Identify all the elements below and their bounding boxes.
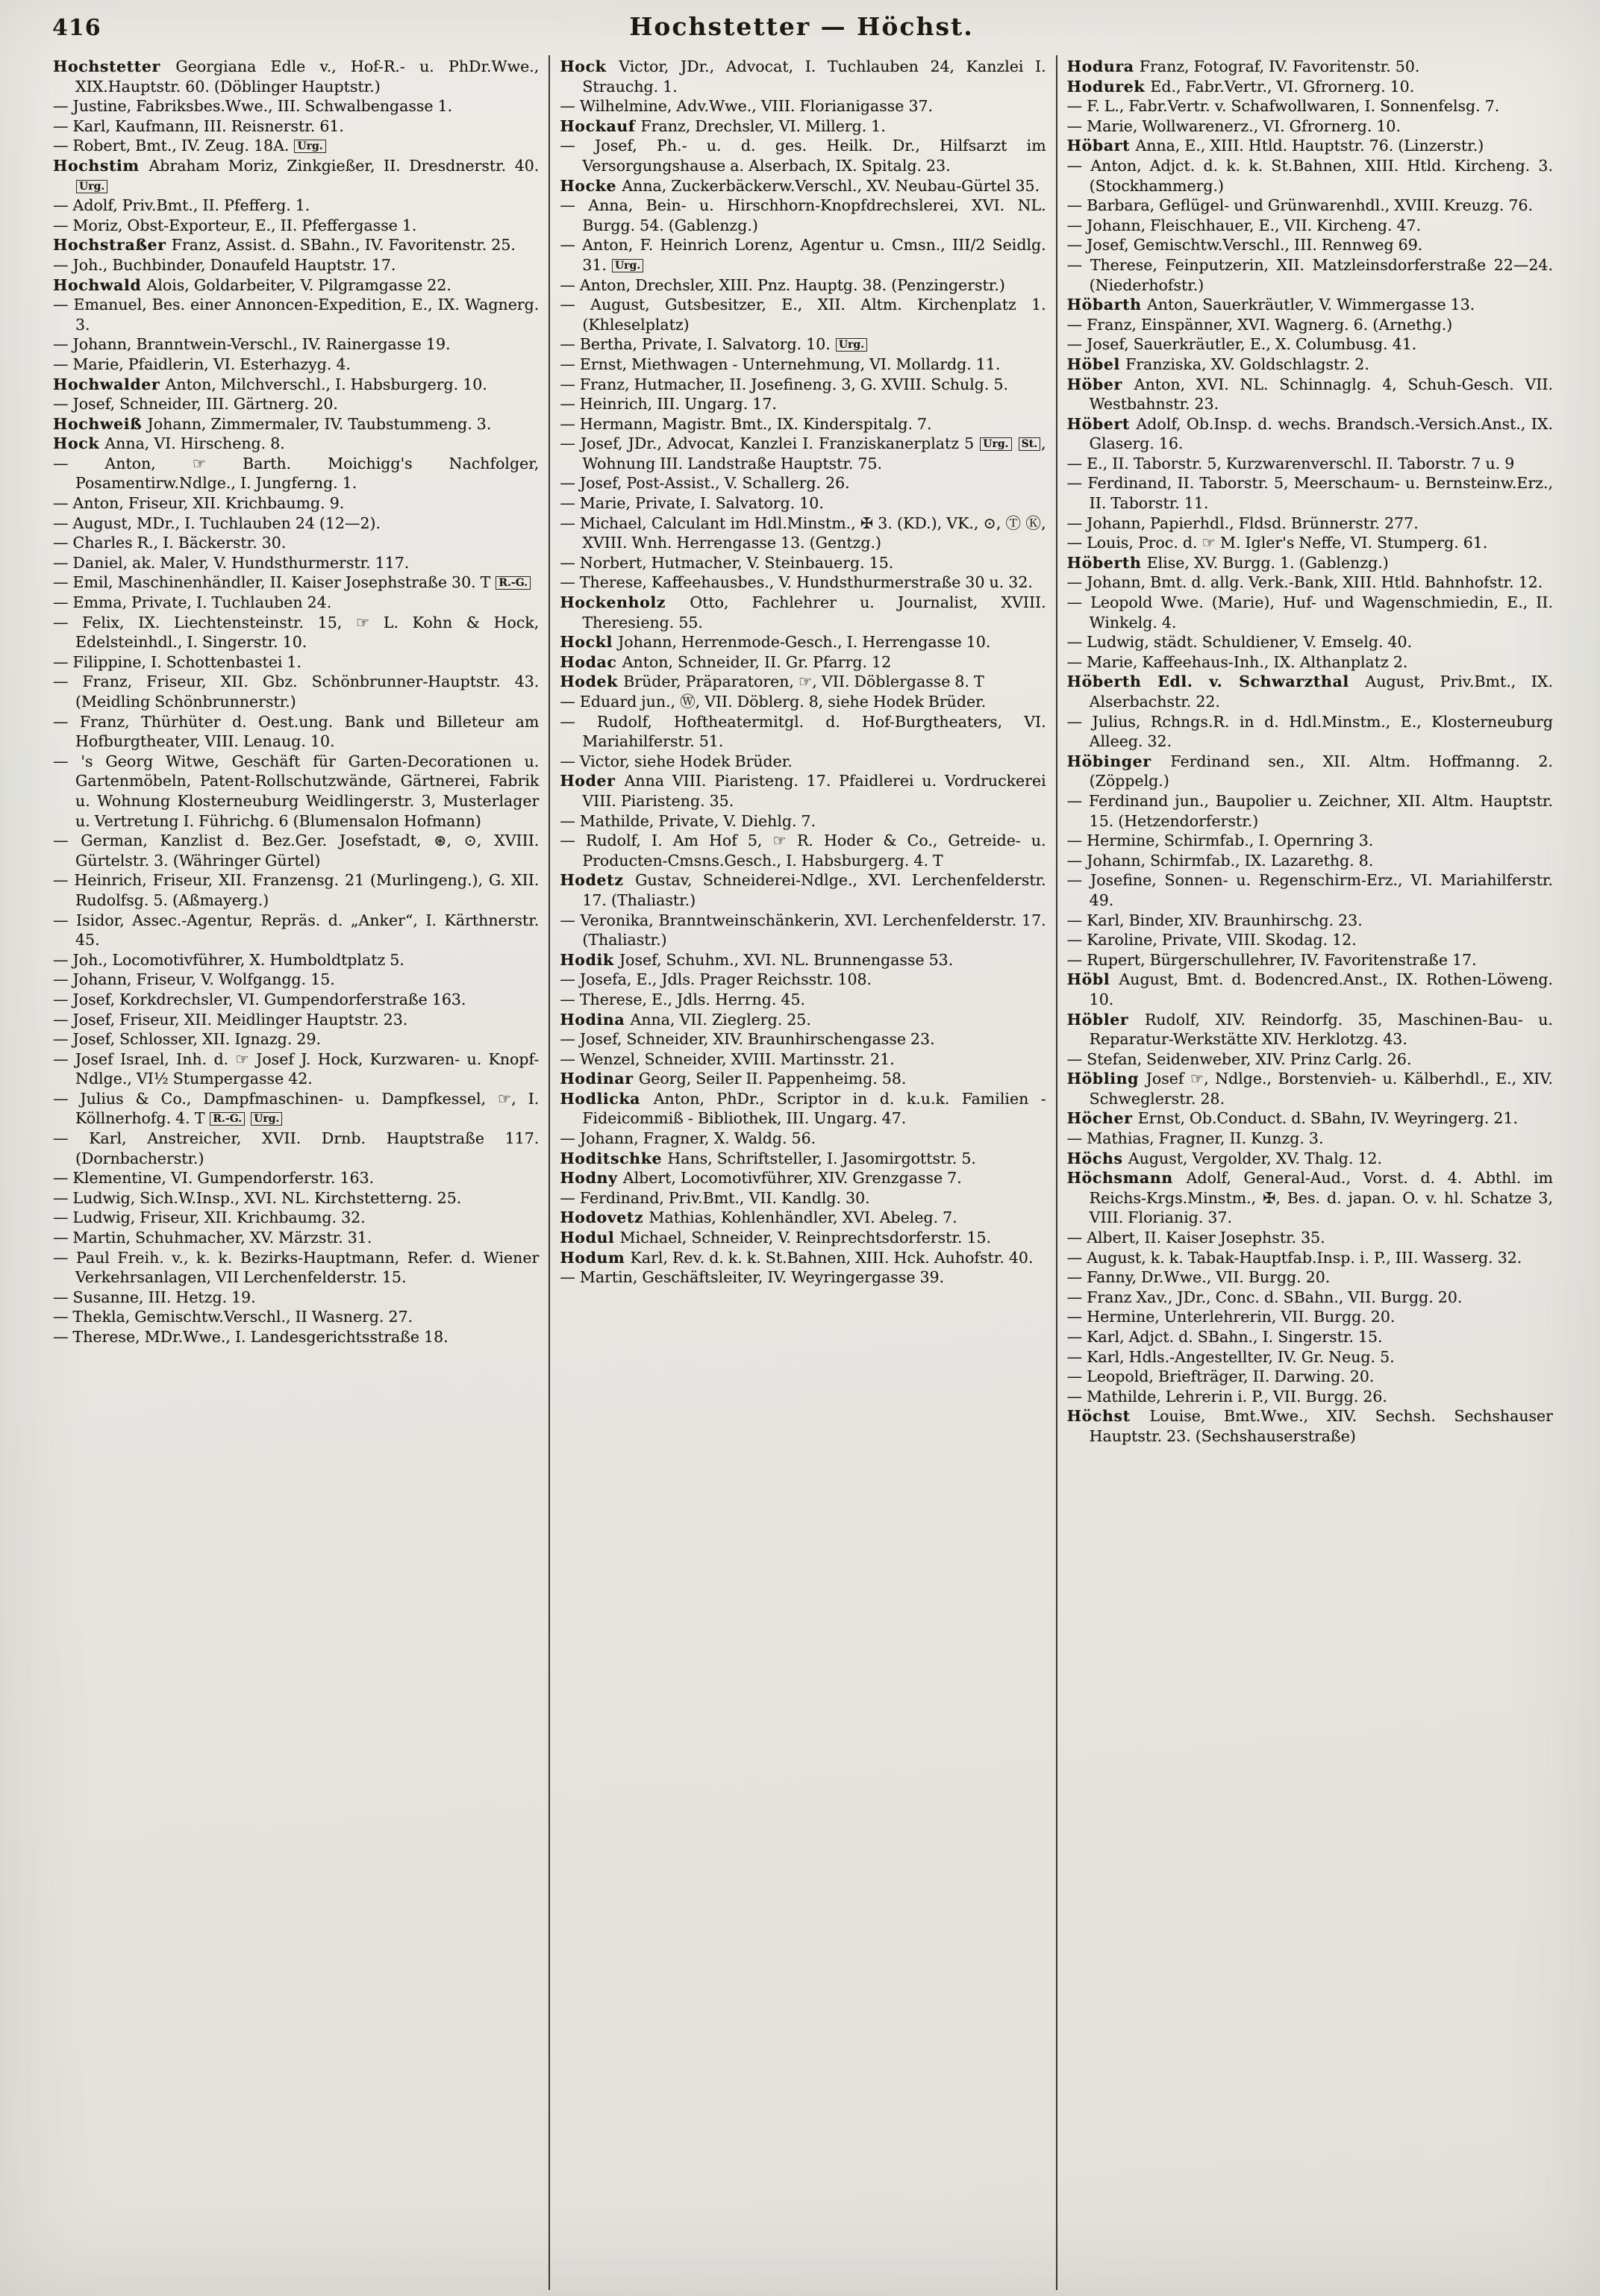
directory-entry: — Stefan, Seidenweber, XIV. Prinz Carlg. 26. [1066,1049,1412,1068]
directory-entry: — Paul Freih. v., k. k. Bezirks-Hauptmann, Refer. d. Wiener Verkehrsanlagen, VII Lerchenfelderstr. 15. [53,1248,540,1287]
directory-entry: Hodina Anna, VII. Zieglerg. 25. [560,1010,811,1029]
directory-entry: — Josef, Gemischtw.Verschl., III. Rennweg 69. [1066,236,1423,255]
entry-surname: Höchs [1066,1149,1128,1167]
directory-entry: Hocke Anna, Zuckerbäckerw.Verschl., XV. Neubau-Gürtel 35. [560,176,1040,195]
directory-entry: — Bertha, Private, I. Salvatorg. 10. Urg. [560,334,1046,355]
directory-entry: — Franz, Einspänner, XVI. Wagnerg. 6. (Arnethg.) [1066,315,1453,334]
directory-entry: — Johann, Papierhdl., Fldsd. Brünnerstr. 277. [1066,514,1419,532]
directory-entry: — Susanne, III. Hetzg. 19. [53,1288,256,1306]
directory-entry: — Johann, Friseur, V. Wolfgangg. 15. [53,970,335,989]
directory-entry: — F. L., Fabr.Vertr. v. Schafwollwaren, I. Sonnenfelsg. 7. [1066,97,1500,116]
directory-entry: — Karoline, Private, VIII. Skodag. 12. [1066,931,1357,949]
entry-surname: Hoditschke [560,1149,668,1167]
directory-entry: — Albert, II. Kaiser Josephstr. 35. [1066,1229,1325,1247]
directory-entry: — Franz, Hutmacher, II. Josefineng. 3, G. XVIII. Schulg. 5. [560,375,1009,393]
entry-surname: Hodina [560,1010,631,1029]
registry-tag: Urg. [836,338,867,352]
directory-entry: — Hermann, Magistr. Bmt., IX. Kinderspitalg. 7. [560,414,932,433]
directory-entry: — Anton, F. Heinrich Lorenz, Agentur u. Cmsn., III/2 Seidlg. 31. Urg. [560,236,1046,274]
directory-entry: — Louis, Proc. d. ☞ M. Igler's Neffe, VI. Stumperg. 61. [1066,534,1488,552]
directory-entry: Höberth Elise, XV. Burgg. 1. (Gablenzg.) [1066,553,1389,572]
entry-surname: Hockauf [560,116,641,135]
directory-entry: — Justine, Fabriksbes.Wwe., III. Schwalbengasse 1. [53,97,453,116]
entry-surname: Hockl [560,633,619,652]
page-number: 416 [52,15,101,41]
directory-entry: — Mathias, Fragner, II. Kunzg. 3. [1066,1129,1324,1148]
directory-entry: — Josef, Ph.- u. d. ges. Heilk. Dr., Hilfsarzt im Versorgungshause a. Alserbach, IX. Spitalg. 23. [560,137,1046,175]
directory-entry: — August, MDr., I. Tuchlauben 24 (12—2). [53,514,381,532]
directory-entry: Hodum Karl, Rev. d. k. k. St.Bahnen, XIII. Hck. Auhofstr. 40. [560,1248,1034,1267]
directory-entry: — Johann, Fleischhauer, E., VII. Kircheng. 47. [1066,216,1422,234]
directory-entry: — Therese, E., Jdls. Herrng. 45. [560,990,806,1008]
directory-entry: — Charles R., I. Bäckerstr. 30. [53,534,287,552]
directory-entry: Höbart Anna, E., XIII. Htld. Hauptstr. 76. (Linzerstr.) [1066,137,1484,155]
entry-surname: Hocke [560,176,622,195]
directory-entry: — Ernst, Miethwagen - Unternehmung, VI. Mollardg. 11. [560,355,1001,373]
page-header [46,12,1557,48]
entry-surname: Höberth [1066,553,1147,572]
entry-surname: Hodik [560,950,619,969]
directory-entry: Hodek Brüder, Präparatoren, ☞, VII. Döblergasse 8. T [560,673,984,691]
entry-surname: Höber [1066,375,1134,393]
directory-entry: — Heinrich, Friseur, XII. Franzensg. 21 (Murlingeng.), G. XII. Rudolfsg. 5. (Aßmayerg.) [53,871,540,909]
directory-entry: — Julius & Co., Dampfmaschinen- u. Dampfkessel, ☞, I. Köllnerhofg. 4. T R.-G. Urg. [53,1089,540,1128]
directory-entry: — Filippine, I. Schottenbastei 1. [53,652,301,671]
entry-surname: Hochstraßer [53,236,172,255]
directory-entry: — Robert, Bmt., IV. Zeug. 18A. Urg. [53,136,539,156]
directory-entry: — August, Gutsbesitzer, E., XII. Altm. Kirchenplatz 1. (Khleselplatz) [560,296,1046,334]
directory-entry: Höchs August, Vergolder, XV. Thalg. 12. [1066,1149,1382,1167]
directory-entry: — Anton, Friseur, XII. Krichbaumg. 9. [53,494,345,513]
directory-entry: — Marie, Pfaidlerin, VI. Esterhazyg. 4. [53,355,351,373]
directory-entry: — Felix, IX. Liechtensteinstr. 15, ☞ L. Kohn & Hock, Edelsteinhdl., I. Singerstr. 10. [53,613,540,652]
directory-entry: Hockl Johann, Herrenmode-Gesch., I. Herrengasse 10. [560,633,991,652]
registry-tag: Urg. [612,259,643,272]
entry-surname: Höchst [1066,1407,1150,1426]
directory-entry: Hock Victor, JDr., Advocat, I. Tuchlauben 24, Kanzlei I. Strauchg. 1. [560,57,1046,96]
directory-entry: — Josef, Post-Assist., V. Schallerg. 26. [560,474,850,493]
directory-entry: — Michael, Calculant im Hdl.Minstm., ✠ 3. (KD.), VK., ⊙, Ⓣ Ⓚ, XVIII. Wnh. Herrengasse 13. (Gentzg.) [560,514,1046,552]
entry-surname: Höbl [1066,970,1119,989]
entry-surname: Hock [560,57,619,75]
directory-entry: Höchsmann Adolf, General-Aud., Vorst. d. 4. Abthl. im Reichs-Krgs.Minstm., ✠, Bes. d. japan. O. v. hl. Schatze 3, VIII. Florianig. 37. [1066,1169,1553,1227]
entry-surname: Hockenholz [560,593,690,612]
entry-surname: Höbarth [1066,296,1147,314]
directory-entry: Hock Anna, VI. Hirscheng. 8. [53,434,285,453]
directory-entry: — Anton, Drechsler, XIII. Pnz. Hauptg. 38. (Penzingerstr.) [560,275,1005,294]
entry-surname: Hodurek [1066,77,1151,96]
directory-entry: — Johann, Fragner, X. Waldg. 56. [560,1129,816,1148]
directory-entry: Hodurek Ed., Fabr.Vertr., VI. Gfrornerg. 10. [1066,77,1415,96]
directory-entry: Hodny Albert, Locomotivführer, XIV. Grenzgasse 7. [560,1169,962,1188]
directory-entry: Hochwald Alois, Goldarbeiter, V. Pilgramgasse 22. [53,275,451,294]
directory-entry: Hockauf Franz, Drechsler, VI. Millerg. 1. [560,116,886,135]
directory-entry: — Emil, Maschinenhändler, II. Kaiser Josephstraße 30. T R.-G. [53,573,539,593]
directory-entry: Höbler Rudolf, XIV. Reindorfg. 35, Maschinen-Bau- u. Reparatur-Werkstätte XIV. Herklotzg. 43. [1066,1010,1553,1049]
registry-tag: R.-G. [210,1112,245,1126]
directory-entry: Hodinar Georg, Seiler II. Pappenheimg. 58. [560,1070,907,1088]
entry-surname: Höbler [1066,1010,1145,1029]
entry-surname: Höbart [1066,137,1136,155]
directory-entry: — Ferdinand, Priv.Bmt., VII. Kandlg. 30. [560,1188,870,1207]
directory-entry: — Ferdinand jun., Baupolier u. Zeichner, XII. Altm. Hauptstr. 15. (Hetzendorferstr.) [1066,791,1553,830]
directory-entry: Höber Anton, XVI. NL. Schinnaglg. 4, Schuh-Gesch. VII. Westbahnstr. 23. [1066,375,1553,414]
directory-entry: — Norbert, Hutmacher, V. Steinbauerg. 15. [560,553,894,572]
directory-entry: — Therese, MDr.Wwe., I. Landesgerichtsstraße 18. [53,1328,449,1346]
directory-entry: — Mathilde, Lehrerin i. P., VII. Burgg. 26. [1066,1387,1387,1406]
directory-entry: — Ludwig, Friseur, XII. Krichbaumg. 32. [53,1208,366,1227]
column-1 [43,55,549,2290]
directory-entry: — Franz Xav., JDr., Conc. d. SBahn., VII. Burgg. 20. [1066,1288,1463,1306]
directory-entry: — Rudolf, I. Am Hof 5, ☞ R. Hoder & Co., Getreide- u. Producten-Cmsns.Gesch., I. Habsburgerg. 4. T [560,832,1046,870]
directory-entry: — E., II. Taborstr. 5, Kurzwarenverschl. II. Taborstr. 7 u. 9 [1066,454,1515,472]
directory-entry: — German, Kanzlist d. Bez.Ger. Josefstadt, ⊛, ⊙, XVIII. Gürtelstr. 3. (Währinger Gürtel) [53,832,540,870]
directory-entry: — Wenzel, Schneider, XVIII. Martinsstr. 21. [560,1049,895,1068]
registry-tag: St. [1019,437,1040,451]
entry-surname: Hodul [560,1229,620,1247]
entry-surname: Hodek [560,673,624,691]
entry-surname: Hodura [1066,57,1140,75]
directory-entry: Höberth Edl. v. Schwarzthal August, Priv.Bmt., IX. Alserbachstr. 22. [1066,673,1553,711]
directory-entry: — Rupert, Bürgerschullehrer, IV. Favoritenstraße 17. [1066,950,1477,969]
directory-entry: — Johann, Schirmfab., IX. Lazarethg. 8. [1066,851,1374,870]
entry-surname: Höcher [1066,1109,1138,1128]
directory-entry: — Josef, Korkdrechsler, VI. Gumpendorferstraße 163. [53,990,466,1008]
directory-entry: — Victor, siehe Hodek Brüder. [560,752,793,770]
directory-entry: Höbinger Ferdinand sen., XII. Altm. Hoffmanng. 2. (Zöppelg.) [1066,752,1553,790]
registry-tag: Urg. [294,140,325,153]
entry-surname: Hodinar [560,1070,639,1088]
entry-surname: Hoder [560,772,625,790]
directory-entry: — Josef, Sauerkräutler, E., X. Columbusg. 41. [1066,335,1417,354]
directory-entry: — Heinrich, III. Ungarg. 17. [560,395,777,414]
directory-entry: — Anton, Adjct. d. k. k. St.Bahnen, XIII. Htld. Kircheng. 3. (Stockhammerg.) [1066,156,1553,195]
directory-entry: Höcher Ernst, Ob.Conduct. d. SBahn, IV. Weyringerg. 21. [1066,1109,1519,1128]
directory-entry: — Karl, Kaufmann, III. Reisnerstr. 61. [53,116,344,135]
directory-entry: — Leopold, Briefträger, II. Darwing. 20. [1066,1367,1375,1386]
directory-entry: — Julius, Rchngs.R. in d. Hdl.Minstm., E., Klosterneuburg Alleeg. 32. [1066,712,1553,751]
directory-entry: — Eduard jun., Ⓦ, VII. Döblerg. 8, siehe Hodek Brüder. [560,693,987,711]
directory-entry: — Josef, Schneider, III. Gärtnerg. 20. [53,395,338,414]
directory-entry: — Franz, Thürhüter d. Oest.ung. Bank und Billeteur am Hofburgtheater, VIII. Lenaug. 10. [53,712,540,751]
directory-entry: — Veronika, Branntweinschänkerin, XVI. Lerchenfelderstr. 17. (Thaliastr.) [560,911,1046,949]
columns-container [43,55,1563,2290]
directory-entry: — Fanny, Dr.Wwe., VII. Burgg. 20. [1066,1268,1331,1287]
directory-entry: — Therese, Feinputzerin, XII. Matzleinsdorferstraße 22—24. (Niederhofstr.) [1066,255,1553,294]
registry-tag: Urg. [980,437,1011,451]
directory-entry: — Johann, Bmt. d. allg. Verk.-Bank, XIII. Htld. Bahnhofstr. 12. [1066,573,1543,592]
registry-tag: R.-G. [496,576,531,590]
directory-entry: Höbarth Anton, Sauerkräutler, V. Wimmergasse 13. [1066,296,1475,314]
directory-entry: — Wilhelmine, Adv.Wwe., VIII. Florianigasse 37. [560,97,934,116]
directory-entry: Hodlicka Anton, PhDr., Scriptor in d. k.u.k. Familien - Fideicommiß - Bibliothek, III. Ungarg. 47. [560,1089,1046,1128]
entry-surname: Hock [53,434,105,453]
entry-surname: Höbling [1066,1070,1146,1088]
directory-entry: Hodac Anton, Schneider, II. Gr. Pfarrg. 12 [560,652,892,671]
entry-surname: Hodny [560,1169,623,1188]
directory-entry: — Josef, Friseur, XII. Meidlinger Hauptstr. 23. [53,1010,408,1029]
entry-surname: Höberth Edl. v. Schwarzthal [1066,673,1366,691]
directory-entry: — Hermine, Unterlehrerin, VII. Burgg. 20. [1066,1308,1396,1326]
entry-surname: Höbert [1066,414,1137,433]
directory-entry: Hochwalder Anton, Milchverschl., I. Habsburgerg. 10. [53,375,487,393]
entry-surname: Hodum [560,1248,631,1267]
directory-entry: — Thekla, Gemischtw.Verschl., II Wasnerg. 27. [53,1308,413,1326]
directory-entry: — Karl, Adjct. d. SBahn., I. Singerstr. 15. [1066,1328,1383,1346]
directory-entry: Hodik Josef, Schuhm., XVI. NL. Brunnengasse 53. [560,950,954,969]
directory-entry: Hockenholz Otto, Fachlehrer u. Journalist, XVIII. Theresieng. 55. [560,593,1046,631]
directory-entry: Hodetz Gustav, Schneiderei-Ndlge., XVI. Lerchenfelderstr. 17. (Thaliastr.) [560,871,1046,909]
entry-surname: Höbel [1066,355,1126,373]
entry-surname: Hodlicka [560,1089,654,1108]
directory-entry: — Josef Israel, Inh. d. ☞ Josef J. Hock, Kurzwaren- u. Knopf-Ndlge., VI½ Stumpergasse 42. [53,1049,540,1088]
directory-entry: Hochweiß Johann, Zimmermaler, IV. Taubstummeng. 3. [53,414,492,433]
column-2 [549,55,1055,2290]
directory-entry: Höbel Franziska, XV. Goldschlagstr. 2. [1066,355,1369,373]
directory-entry: — Daniel, ak. Maler, V. Hundsthurmerstr. 117. [53,553,410,572]
entry-surname: Hodetz [560,871,636,890]
directory-entry: — Karl, Hdls.-Angestellter, IV. Gr. Neug. 5. [1066,1347,1395,1366]
directory-entry: — Anna, Bein- u. Hirschhorn-Knopfdrechslerei, XVI. NL. Burgg. 54. (Gablenzg.) [560,196,1046,234]
directory-entry: — August, k. k. Tabak-Hauptfab.Insp. i. P., III. Wasserg. 32. [1066,1248,1522,1267]
directory-entry: — Marie, Kaffeehaus-Inh., IX. Althanplatz 2. [1066,652,1408,671]
directory-entry: — Josefine, Sonnen- u. Regenschirm-Erz., VI. Mariahilferstr. 49. [1066,871,1553,909]
directory-entry: — Moriz, Obst-Exporteur, E., II. Pfeffergasse 1. [53,216,417,234]
registry-tag: Urg. [76,180,107,193]
entry-surname: Hochweiß [53,414,148,433]
directory-entry: — Ludwig, städt. Schuldiener, V. Emselg. 40. [1066,633,1413,652]
directory-entry: — 's Georg Witwe, Geschäft für Garten-Decorationen u. Gartenmöbeln, Patent-Rollschutzwände, Gärtnerei, Fabrik u. Wohnung Klosterneuburg Weidlingerstr. 3, Musterlager u. Vertretung I. Führichg. 6 (Blumensalon Hofmann) [53,752,540,830]
directory-entry: — Josef, Schneider, XIV. Braunhirschengasse 23. [560,1030,935,1049]
directory-entry: — Martin, Geschäftsleiter, IV. Weyringergasse 39. [560,1268,945,1287]
directory-entry: — Anton, ☞ Barth. Moichigg's Nachfolger, Posamentirw.Ndlge., I. Jungferng. 1. [53,454,540,493]
directory-entry: Hoditschke Hans, Schriftsteller, I. Jasomirgottstr. 5. [560,1149,976,1167]
directory-entry: — Isidor, Assec.-Agentur, Repräs. d. „Anker“, I. Kärthnerstr. 45. [53,911,540,949]
directory-entry: — Klementine, VI. Gumpendorferstr. 163. [53,1169,375,1188]
directory-entry: — Barbara, Geflügel- und Grünwarenhdl., XVIII. Kreuzg. 76. [1066,196,1534,215]
directory-entry: Hochstim Abraham Moriz, Zinkgießer, II. Dresdnerstr. 40. Urg. [53,156,540,193]
directory-entry: — Ferdinand, II. Taborstr. 5, Meerschaum- u. Bernsteinw.Erz., II. Taborstr. 11. [1066,474,1553,513]
directory-entry: — Johann, Branntwein-Verschl., IV. Rainergasse 19. [53,335,451,354]
directory-entry: Hodul Michael, Schneider, V. Reinprechtsdorferstr. 15. [560,1229,992,1247]
directory-entry: — Marie, Private, I. Salvatorg. 10. [560,494,824,513]
directory-entry: — Joh., Buchbinder, Donaufeld Hauptstr. 17. [53,255,396,274]
directory-entry: — Emma, Private, I. Tuchlauben 24. [53,593,332,612]
directory-entry: — Emanuel, Bes. einer Annoncen-Expedition, E., IX. Wagnerg. 3. [53,296,540,334]
entry-surname: Hochstetter [53,57,176,75]
entry-surname: Hochwald [53,275,147,294]
directory-entry: — Josef, JDr., Advocat, Kanzlei I. Franziskanerplatz 5 Urg. St. , Wohnung III. Landstraße Hauptstr. 75. [560,434,1046,472]
entry-surname: Hochwalder [53,375,166,393]
directory-entry: — Karl, Anstreicher, XVII. Drnb. Hauptstraße 117. (Dornbacherstr.) [53,1129,540,1167]
page-title: Hochstetter — Höchst. [629,12,974,41]
directory-entry: — Hermine, Schirmfab., I. Opernring 3. [1066,832,1374,850]
directory-entry: Höbert Adolf, Ob.Insp. d. wechs. Brandsch.-Versich.Anst., IX. Glaserg. 16. [1066,414,1553,453]
directory-entry: Höchst Louise, Bmt.Wwe., XIV. Sechsh. Sechshauser Hauptstr. 23. (Sechshauserstraße) [1066,1407,1553,1445]
directory-entry: Hodovetz Mathias, Kohlenhändler, XVI. Abeleg. 7. [560,1208,957,1227]
directory-entry: Hoder Anna VIII. Piaristeng. 17. Pfaidlerei u. Vordruckerei VIII. Piaristeng. 35. [560,772,1046,810]
directory-entry: — Therese, Kaffeehausbes., V. Hundsthurmerstraße 30 u. 32. [560,573,1033,592]
registry-tag: Urg. [251,1112,282,1126]
directory-entry: — Leopold Wwe. (Marie), Huf- und Wagenschmiedin, E., II. Winkelg. 4. [1066,593,1553,631]
directory-entry: — Josef, Schlosser, XII. Ignazg. 29. [53,1030,322,1049]
directory-entry: — Karl, Binder, XIV. Braunhirschg. 23. [1066,911,1363,929]
entry-surname: Höbinger [1066,752,1171,770]
entry-surname: Hochstim [53,156,149,175]
column-3 [1056,55,1563,2290]
directory-entry: — Franz, Friseur, XII. Gbz. Schönbrunner-Hauptstr. 43. (Meidling Schönbrunnerstr.) [53,673,540,711]
directory-entry: — Joh., Locomotivführer, X. Humboldtplatz 5. [53,950,404,969]
directory-entry: Hodura Franz, Fotograf, IV. Favoritenstr. 50. [1066,57,1420,75]
entry-surname: Hodovetz [560,1208,649,1227]
directory-entry: Höbling Josef ☞, Ndlge., Borstenvieh- u. Kälberhdl., E., XIV. Schweglerstr. 28. [1066,1070,1553,1108]
directory-entry: — Adolf, Priv.Bmt., II. Pfefferg. 1. [53,196,310,215]
directory-entry: Hochstraßer Franz, Assist. d. SBahn., IV. Favoritenstr. 25. [53,236,516,255]
entry-surname: Höchsmann [1066,1169,1187,1188]
directory-entry: Höbl August, Bmt. d. Bodencred.Anst., IX. Rothen-Löweng. 10. [1066,970,1553,1008]
directory-entry: — Josefa, E., Jdls. Prager Reichsstr. 108. [560,970,872,989]
directory-entry: Hochstetter Georgiana Edle v., Hof-R.- u. PhDr.Wwe., XIX.Hauptstr. 60. (Döblinger Hauptstr.) [53,57,540,96]
directory-entry: — Rudolf, Hoftheatermitgl. d. Hof-Burgtheaters, VI. Mariahilferstr. 51. [560,712,1046,751]
directory-entry: — Martin, Schuhmacher, XV. Märzstr. 31. [53,1229,372,1247]
directory-entry: — Mathilde, Private, V. Diehlg. 7. [560,811,816,830]
directory-entry: — Ludwig, Sich.W.Insp., XVI. NL. Kirchstetterng. 25. [53,1188,462,1207]
directory-entry: — Marie, Wollwarenerz., VI. Gfrornerg. 10. [1066,116,1401,135]
entry-surname: Hodac [560,652,622,671]
